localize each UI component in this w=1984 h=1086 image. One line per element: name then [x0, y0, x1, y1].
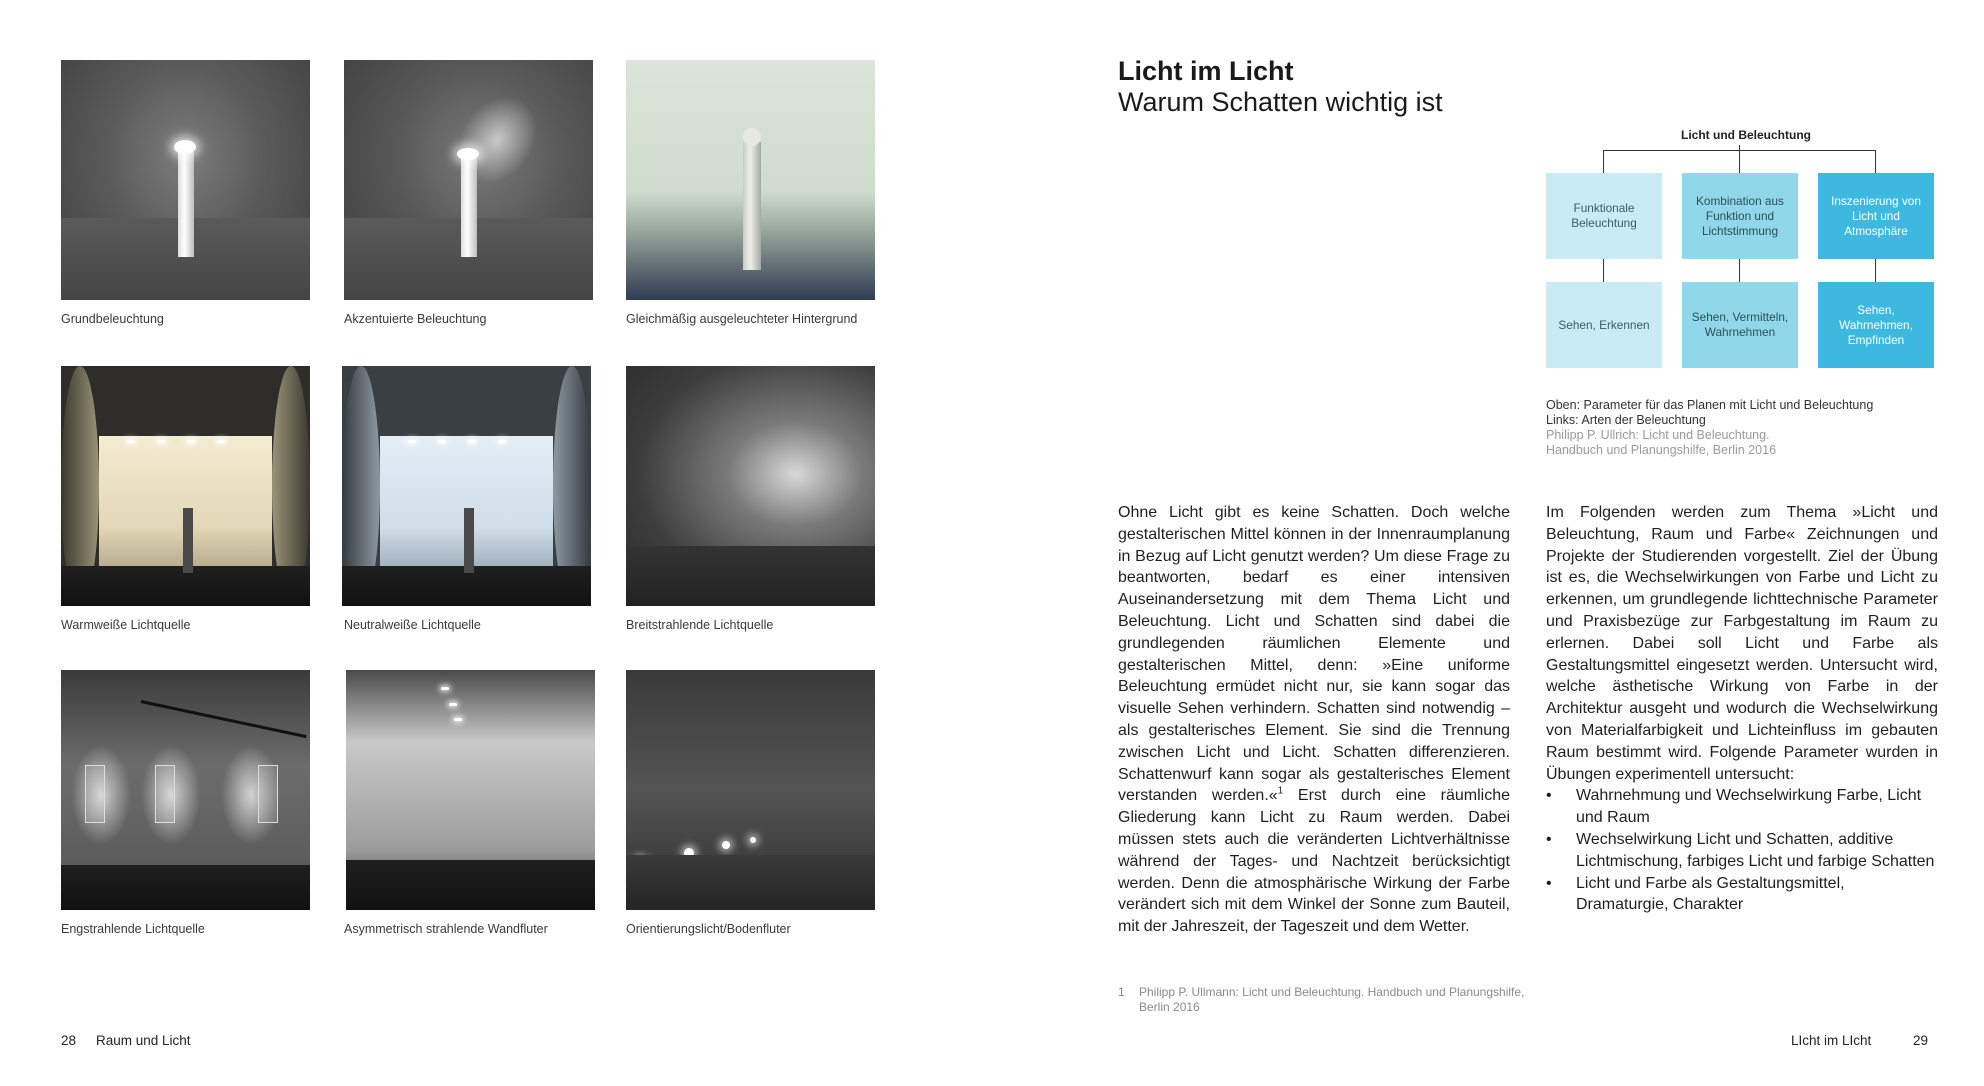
figure-caption-source: Handbuch und Planungshilfe, Berlin 2016 [1546, 443, 1777, 457]
photo-warm-white [61, 366, 310, 606]
photo-basic-lighting [61, 60, 310, 300]
lighting-diagram [1546, 125, 1946, 375]
caption-asymmetrisch: Asymmetrisch strahlende Wandfluter [344, 922, 548, 936]
body-paragraph: Im Folgenden werden zum Thema »Licht und Beleuchtung, Raum und Farbe« Zeichnungen und Projekte der Studierenden vorgestellt. Ziel der Übung ist es, die Wechselwirkungen von Farbe und Licht zu erkennen, um grundlegende lichttechnische Parameter und Praxisbezüge zur Farbgestaltung im Raum zu erlernen. Dabei soll Licht und Farbe als Gestaltungsmittel eingesetzt werden. Untersucht wird, welche ästhetische Wirkung von Farbe in der Architektur ausgeht und wodurch die Wechselwirkung von Materialfarbigkeit und Lichteinfluss im gebauten Raum bestimmt wird. Folgende Parameter wurden in Übungen experimentell untersucht: [1546, 504, 1938, 783]
caption-orientierungslicht: Orientierungslicht/Bodenfluter [626, 922, 791, 936]
diagram-title: Licht und Beleuchtung [1681, 128, 1811, 142]
parameter-list [1546, 785, 1938, 916]
photo-even-background [626, 60, 875, 300]
diagram-connector [1603, 259, 1604, 282]
diagram-connector [1739, 150, 1740, 173]
photo-narrow-beam [61, 670, 310, 910]
footnote-reference[interactable]: 1 [1277, 786, 1284, 798]
figure-caption [1546, 398, 1926, 458]
page-number-right: 29 [1913, 1033, 1929, 1048]
diagram-box-combination: Kombination aus Funktion und Lichtstimmung [1682, 173, 1798, 259]
diagram-connector [1875, 150, 1876, 173]
caption-engstrahlend: Engstrahlende Lichtquelle [61, 922, 205, 936]
right-page [992, 0, 1984, 1086]
list-item: • Wahrnehmung und Wechselwirkung Farbe, Licht und Raum [1546, 785, 1938, 829]
list-item: • Wechselwirkung Licht und Schatten, additive Lichtmischung, farbiges Licht und farbige Schatten [1546, 829, 1938, 873]
photo-wide-beam [626, 366, 875, 606]
figure-caption-line: Links: Arten der Beleuchtung [1546, 413, 1706, 427]
page-subtitle: Warum Schatten wichtig ist [1118, 87, 1443, 117]
diagram-box-seeing-feeling: Sehen, Wahrnehmen, Empfinden [1818, 282, 1934, 368]
diagram-box-functional: Funktionale Beleuchtung [1546, 173, 1662, 259]
footnote [1118, 985, 1538, 1015]
diagram-connector [1603, 150, 1604, 173]
diagram-box-staging: Inszenierung von Licht und Atmosphäre [1818, 173, 1934, 259]
running-footer-left: Raum und Licht [96, 1033, 191, 1048]
footnote-text: Philipp P. Ullmann: Licht und Beleuchtung. Handbuch und Planungshilfe, Berlin 2016 [1139, 985, 1525, 1014]
footnote-number: 1 [1118, 985, 1125, 999]
caption-akzentuierte-beleuchtung: Akzentuierte Beleuchtung [344, 312, 487, 326]
diagram-connector [1875, 259, 1876, 282]
caption-grundbeleuchtung: Grundbeleuchtung [61, 312, 164, 326]
caption-warmweisse: Warmweiße Lichtquelle [61, 618, 191, 632]
diagram-box-seeing-recognizing: Sehen, Erkennen [1546, 282, 1662, 368]
caption-breitstrahlend: Breitstrahlende Lichtquelle [626, 618, 774, 632]
body-text: Ohne Licht gibt es keine Schatten. Doch welche gestalterischen Mittel können in der Innenraumplanung in Bezug auf Licht genutzt werden? Um diese Frage zu beantworten, bedarf es einer intensiven Auseinandersetzung mit dem Thema Licht und Beleuchtung. Licht und Schatten sind dabei die grundlegenden räumlichen Elemente und gestalterischen Mittel, denn: »Eine uniforme Beleuchtung ermüdet nicht nur, sie kann sogar das visuelle Sehen verhindern. Schatten sind notwendig – als gestalterisches Element. Sie sind die Trennung zwischen Licht und Licht. Schatten differenzieren. Schattenwurf kann sogar als gestalterisches Element verstanden werden.« [1118, 504, 1510, 805]
body-column-left [1118, 502, 1510, 938]
body-column-right [1546, 502, 1938, 916]
diagram-connector [1739, 259, 1740, 282]
body-text: Erst durch eine räumliche Gliederung kann Licht zu Raum werden. Dabei müssen stets auch die veränderten Lichtverhältnisse während der Tages- und Nachtzeit berücksichtigt werden. Denn die atmosphärische Wirkung der Farbe verändert sich mit dem Winkel der Sonne zum Bauteil, mit der Jahreszeit, der Tageszeit und dem Wetter. [1118, 787, 1511, 936]
figure-caption-source: Philipp P. Ullrich: Licht und Beleuchtung. [1546, 428, 1770, 442]
photo-asymmetric-washer [346, 670, 595, 910]
photo-accent-lighting [344, 60, 593, 300]
photo-orientation-light [626, 670, 875, 910]
page-title: Licht im Licht [1118, 56, 1294, 86]
page-number-left: 28 [61, 1033, 77, 1048]
figure-caption-line: Oben: Parameter für das Planen mit Licht und Beleuchtung [1546, 398, 1874, 412]
body-paragraph [1118, 502, 1510, 938]
caption-neutralweisse: Neutralweiße Lichtquelle [344, 618, 481, 632]
diagram-box-seeing-conveying: Sehen, Vermitteln, Wahrnehmen [1682, 282, 1798, 368]
list-item: • Licht und Farbe als Gestaltungsmittel, Dramaturgie, Charakter [1546, 873, 1938, 917]
photo-neutral-white [342, 366, 591, 606]
caption-gleichmaessig: Gleichmäßig ausgeleuchteter Hintergrund [626, 312, 858, 326]
running-footer-right: LIcht im LIcht [1791, 1033, 1872, 1048]
